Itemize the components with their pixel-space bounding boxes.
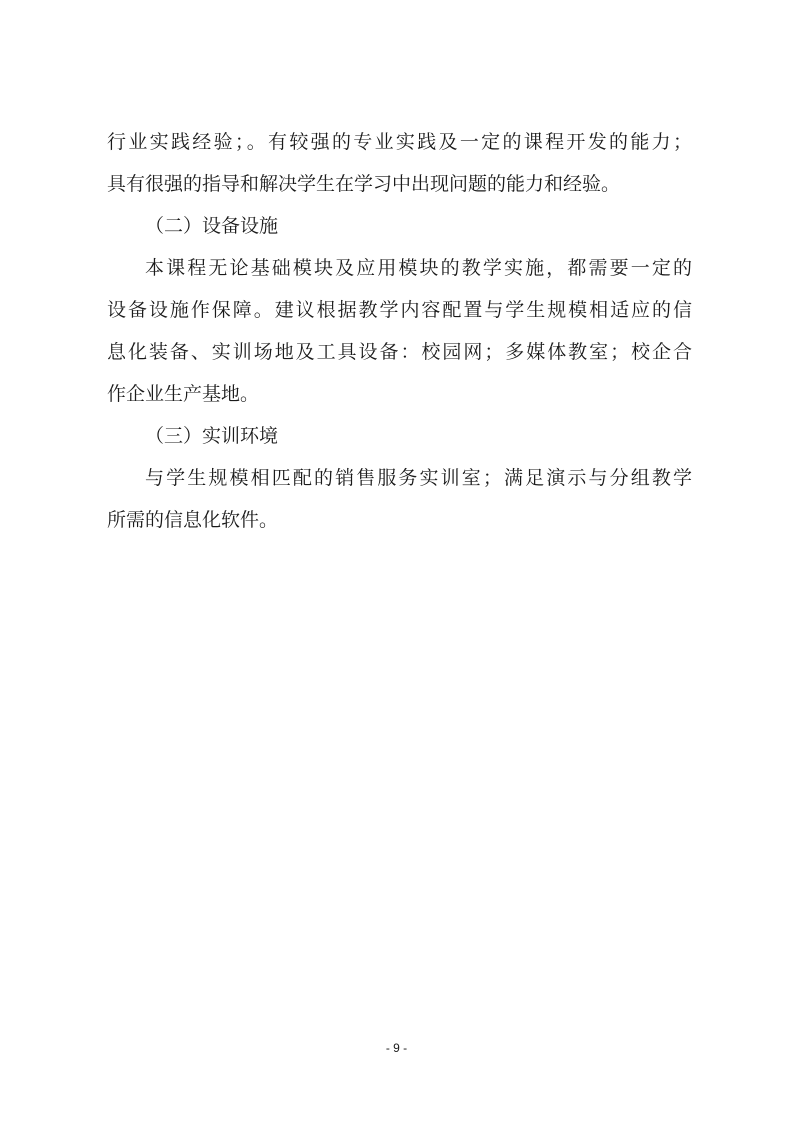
section-heading-training-environment: （三）实训环境 (145, 425, 279, 447)
body-text-line: 息化装备、实训场地及工具设备：校园网；多媒体教室；校企合 (107, 341, 692, 363)
page-number: - 9 - (385, 1041, 408, 1055)
body-text-line: 与学生规模相匹配的销售服务实训室；满足演示与分组教学 (145, 467, 692, 489)
body-text-line: 所需的信息化软件。 (107, 509, 279, 531)
body-text-line: 设备设施作保障。建议根据教学内容配置与学生规模相适应的信 (107, 299, 692, 321)
section-heading-equipment: （二）设备设施 (145, 215, 279, 237)
body-text-line: 行业实践经验；。有较强的专业实践及一定的课程开发的能力； (107, 131, 692, 153)
body-text-line: 具有很强的指导和解决学生在学习中出现问题的能力和经验。 (107, 173, 621, 195)
body-text-line: 本课程无论基础模块及应用模块的教学实施，都需要一定的 (145, 257, 692, 279)
body-text-line: 作企业生产基地。 (107, 383, 260, 405)
